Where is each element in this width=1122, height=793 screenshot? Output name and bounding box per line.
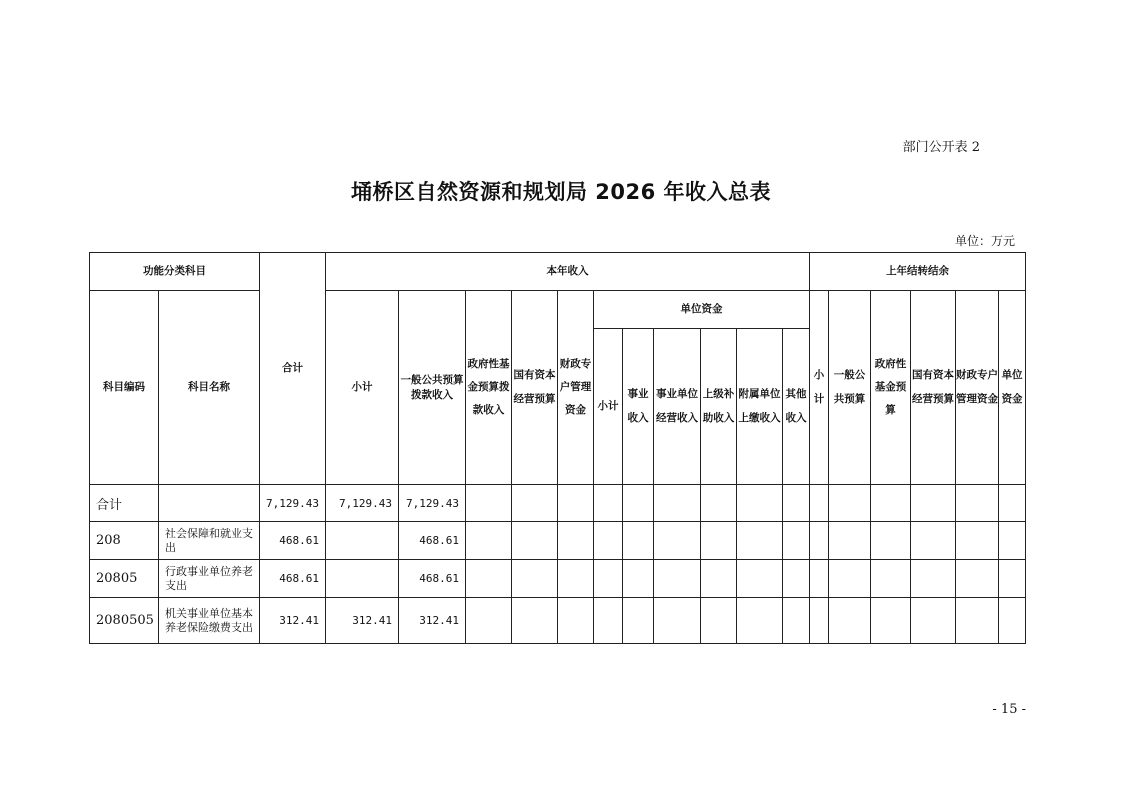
header-u-subtotal: 小计 xyxy=(594,329,623,485)
row-name: 社会保障和就业支出 xyxy=(159,522,260,560)
header-u-business: 事业收入 xyxy=(623,329,654,485)
header-name: 科目名称 xyxy=(159,291,260,485)
row-total: 312.41 xyxy=(260,598,326,644)
header-c-state-capital: 国有资本经营预算 xyxy=(911,291,956,485)
header-c-unit: 单位资金 xyxy=(999,291,1026,485)
page-number: - 15 - xyxy=(992,702,1026,717)
header-state-capital: 国有资本经营预算 xyxy=(512,291,558,485)
header-code: 科目编码 xyxy=(90,291,159,485)
header-gov-fund: 政府性基金预算拨款收入 xyxy=(466,291,512,485)
row-general: 468.61 xyxy=(399,560,466,598)
row-total: 468.61 xyxy=(260,560,326,598)
header-this-year: 本年收入 xyxy=(326,253,810,291)
row-code: 208 xyxy=(90,522,159,560)
document-number: 部门公开表 2 xyxy=(902,140,980,155)
table-row xyxy=(90,560,1026,598)
row-total: 7,129.43 xyxy=(260,485,326,522)
header-c-general: 一般公共预算 xyxy=(829,291,871,485)
header-general-budget: 一般公共预算拨款收入 xyxy=(399,291,466,485)
row-code: 20805 xyxy=(90,560,159,598)
row-subtotal: 312.41 xyxy=(326,598,399,644)
row-subtotal: 7,129.43 xyxy=(326,485,399,522)
table-row xyxy=(90,598,1026,644)
header-fiscal-special: 财政专户管理资金 xyxy=(558,291,594,485)
header-c-gov-fund: 政府性基金预算 xyxy=(871,291,911,485)
header-total: 合计 xyxy=(260,253,326,485)
row-code: 2080505 xyxy=(90,598,159,644)
header-u-affiliate: 附属单位上缴收入 xyxy=(737,329,783,485)
header-u-subsidy: 上级补助收入 xyxy=(701,329,737,485)
header-unit-funds: 单位资金 xyxy=(594,291,810,329)
row-general: 468.61 xyxy=(399,522,466,560)
header-u-operation: 事业单位经营收入 xyxy=(654,329,701,485)
row-code: 合计 xyxy=(90,485,159,522)
row-general: 312.41 xyxy=(399,598,466,644)
row-subtotal xyxy=(326,560,399,598)
header-func-category: 功能分类科目 xyxy=(90,253,260,291)
table-row xyxy=(90,485,1026,522)
row-name: 机关事业单位基本养老保险缴费支出 xyxy=(159,598,260,644)
row-total: 468.61 xyxy=(260,522,326,560)
row-name xyxy=(159,485,260,522)
header-c-fiscal: 财政专户管理资金 xyxy=(956,291,999,485)
row-general: 7,129.43 xyxy=(399,485,466,522)
header-c-subtotal: 小计 xyxy=(810,291,829,485)
page-title: 埇桥区自然资源和规划局 2026 年收入总表 xyxy=(350,180,772,204)
table-row xyxy=(90,522,1026,560)
unit-label: 单位：万元 xyxy=(954,234,1015,248)
income-summary-table xyxy=(89,252,1026,644)
row-name: 行政事业单位养老支出 xyxy=(159,560,260,598)
header-carryover: 上年结转结余 xyxy=(810,253,1026,291)
row-subtotal xyxy=(326,522,399,560)
header-u-other: 其他收入 xyxy=(783,329,810,485)
header-subtotal: 小计 xyxy=(326,291,399,485)
